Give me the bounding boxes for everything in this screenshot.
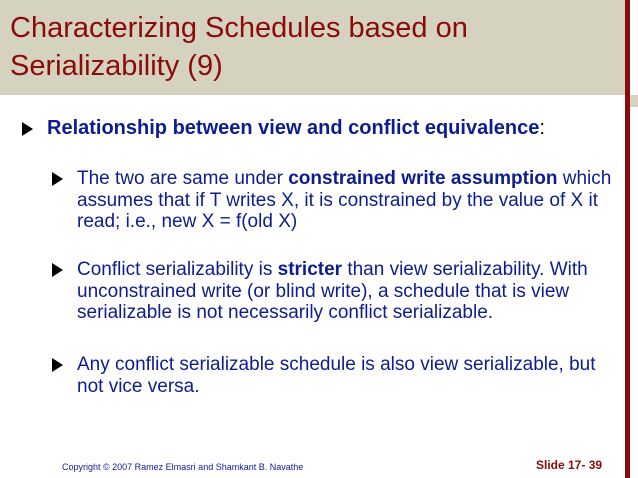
title-banner (0, 0, 625, 95)
sub-bullet-icon (52, 358, 63, 372)
sub-bullet-2-part2: than view serializability. With unconstrained write (or blind write), a schedule that is view serializable is not necessarily conflict serializable. (77, 259, 588, 323)
bullet-1-colon: : (539, 117, 545, 139)
sub-bullet-1-text (77, 168, 617, 233)
slide-title (10, 9, 468, 85)
sub-bullet-2-bold: stricter (277, 259, 343, 280)
sub-bullet-icon (52, 263, 63, 277)
sub-bullet-3-text: Any conflict serializable schedule is also view serializable, but not vice versa. (77, 354, 596, 397)
slide-title-line2: Serializability (9) (10, 50, 223, 82)
right-rail-bar (625, 0, 630, 478)
slide-number: Slide 17- 39 (536, 458, 603, 472)
bullet-1-heading-text: Relationship between view and conflict equivalence (47, 117, 540, 139)
slide-title-line1: Characterizing Schedules based on (10, 12, 468, 44)
bullet-square-icon (22, 122, 33, 136)
bullet-1-heading (47, 117, 607, 140)
sub-bullet-2-text (77, 259, 617, 324)
right-rail-notch (630, 95, 638, 107)
copyright-footer: Copyright © 2007 Ramez Elmasri and Shamkant B. Navathe (62, 462, 304, 472)
sub-bullet-1-bold: constrained write assumption (288, 168, 558, 189)
sub-bullet-icon (52, 172, 63, 186)
sub-bullet-1-part1: The two are same under (77, 168, 289, 189)
sub-bullet-1-part2: which assumes that if T writes X, it is constrained by the value of X it read; i.e., new X = f(old X) (77, 168, 612, 232)
sub-bullet-2-part1: Conflict serializability is (77, 259, 278, 280)
